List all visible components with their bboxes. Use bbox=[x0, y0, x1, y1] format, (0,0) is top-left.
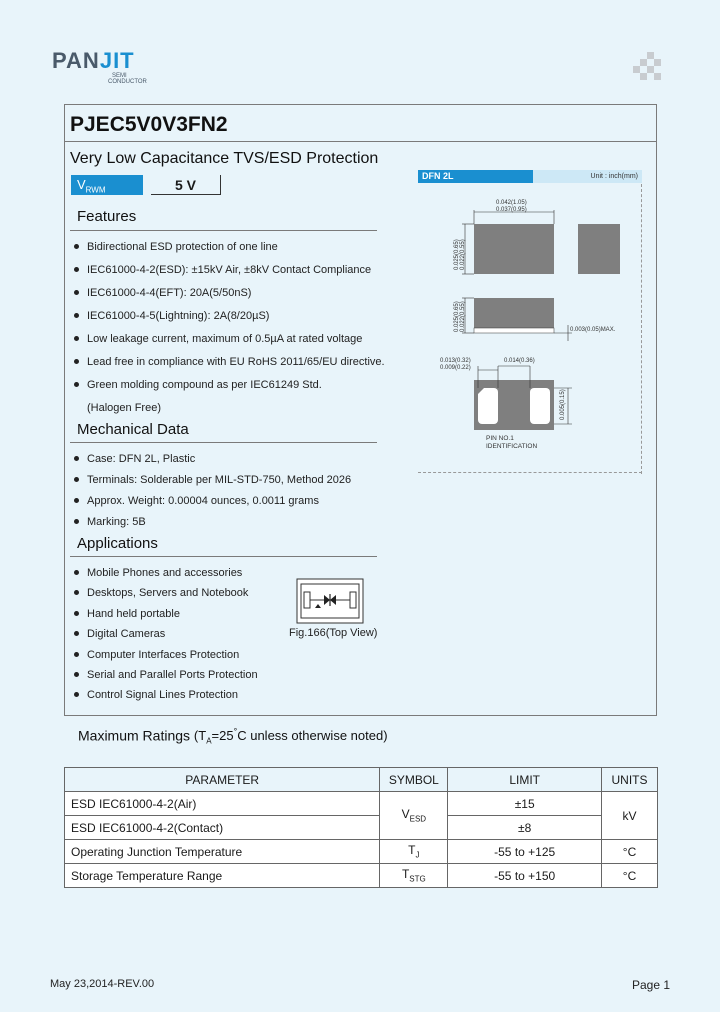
panjit-logo bbox=[52, 48, 172, 98]
dim-right: 0.005(0.15) bbox=[560, 389, 566, 420]
footer-page: Page 1 bbox=[632, 978, 671, 992]
list-item: IEC61000-4-4(EFT): 20A(5/50nS) bbox=[74, 286, 385, 309]
list-item: Approx. Weight: 0.00004 ounces, 0.0011 grams bbox=[74, 494, 351, 515]
table-row bbox=[65, 864, 658, 888]
tj-param: Operating Junction Temperature bbox=[65, 840, 380, 864]
list-item: Digital Cameras bbox=[74, 627, 258, 647]
list-item: Mobile Phones and accessories bbox=[74, 566, 258, 586]
dim-side-a: 0.025(0.65) bbox=[454, 301, 460, 332]
tj-symbol: $T_J$ bbox=[380, 840, 448, 864]
features-heading: Features bbox=[77, 208, 137, 225]
checker-pattern-icon bbox=[633, 52, 665, 82]
pin-label-1: PIN NO.1 bbox=[486, 435, 514, 442]
esd-limit-contact: ±8 bbox=[448, 816, 602, 840]
header-units: UNITS bbox=[602, 768, 658, 792]
esd-param-air: ESD IEC61000-4-2(Air) bbox=[65, 792, 380, 816]
applications-list bbox=[74, 566, 258, 709]
table-row bbox=[65, 792, 658, 816]
tstg-param: Storage Temperature Range bbox=[65, 864, 380, 888]
list-item: Bidirectional ESD protection of one line bbox=[74, 240, 385, 263]
list-item: Control Signal Lines Protection bbox=[74, 688, 258, 708]
tj-unit: °C bbox=[602, 840, 658, 864]
pin-label-2: IDENTIFICATION bbox=[486, 443, 538, 450]
title-divider bbox=[64, 141, 657, 142]
package-drawing bbox=[418, 184, 640, 470]
dim-side-b: 0.022(0.55) bbox=[460, 301, 466, 332]
list-item: Case: DFN 2L, Plastic bbox=[74, 452, 351, 473]
header-symbol: SYMBOL bbox=[380, 768, 448, 792]
list-item: Computer Interfaces Protection bbox=[74, 648, 258, 668]
ratings-heading: Maximum Ratings ($T_A=25^\circ C$ unless otherwise noted) bbox=[78, 727, 388, 746]
list-item: IEC61000-4-2(ESD): ±15kV Air, ±8kV Contact Compliance bbox=[74, 263, 385, 286]
package-name: DFN 2L bbox=[418, 170, 533, 183]
header-parameter: PARAMETER bbox=[65, 768, 380, 792]
subtitle: Very Low Capacitance TVS/ESD Protection bbox=[70, 150, 379, 167]
vrwm-label: $V_{RWM}$ bbox=[71, 175, 143, 195]
list-item: Desktops, Servers and Notebook bbox=[74, 586, 258, 606]
mechanical-heading: Mechanical Data bbox=[77, 421, 189, 438]
logo-pan: PAN bbox=[52, 48, 100, 73]
figure-caption: Fig.166(Top View) bbox=[289, 627, 378, 639]
table-header-row bbox=[65, 768, 658, 792]
table-row bbox=[65, 840, 658, 864]
footer-date: May 23,2014-REV.00 bbox=[50, 978, 155, 990]
list-item: Serial and Parallel Ports Protection bbox=[74, 668, 258, 688]
tj-limit: -55 to +125 bbox=[448, 840, 602, 864]
applications-divider bbox=[70, 556, 377, 557]
features-list bbox=[74, 240, 385, 419]
list-item: Lead free in compliance with EU RoHS 2011/65/EU directive. bbox=[74, 355, 385, 378]
esd-unit: kV bbox=[602, 792, 658, 840]
dim-top-a: 0.042(1.05) bbox=[496, 200, 527, 206]
dim-pitch: 0.014(0.36) bbox=[504, 358, 535, 364]
dim-left-a: 0.025(0.65) bbox=[454, 239, 460, 270]
dim-pad-b: 0.009(0.22) bbox=[440, 365, 471, 371]
top-view-figure bbox=[296, 578, 364, 624]
list-item: IEC61000-4-5(Lightning): 2A(8/20µS) bbox=[74, 309, 385, 332]
list-item: Low leakage current, maximum of 0.5µA at rated voltage bbox=[74, 332, 385, 355]
dim-top-b: 0.037(0.95) bbox=[496, 207, 527, 213]
list-item: Marking: 5B bbox=[74, 515, 351, 536]
ratings-table bbox=[64, 767, 658, 888]
halogen-note: (Halogen Free) bbox=[87, 402, 161, 414]
part-number-title: PJEC5V0V3FN2 bbox=[70, 113, 228, 136]
ratings-divider bbox=[64, 715, 657, 716]
esd-symbol: $V_{ESD}$ bbox=[380, 792, 448, 840]
list-item: Terminals: Solderable per MIL-STD-750, Method 2026 bbox=[74, 473, 351, 494]
dim-pad-a: 0.013(0.32) bbox=[440, 358, 471, 364]
tstg-symbol: $T_{STG}$ bbox=[380, 864, 448, 888]
package-header bbox=[418, 170, 642, 183]
logo-sub-1: SEMI bbox=[112, 73, 127, 79]
tstg-limit: -55 to +150 bbox=[448, 864, 602, 888]
features-divider bbox=[70, 230, 377, 231]
tstg-unit: °C bbox=[602, 864, 658, 888]
package-panel bbox=[418, 170, 642, 470]
logo-jit: JIT bbox=[99, 48, 135, 73]
mechanical-divider bbox=[70, 442, 377, 443]
list-item: Hand held portable bbox=[74, 607, 258, 627]
dim-left-b: 0.022(0.55) bbox=[460, 239, 466, 270]
header-limit: LIMIT bbox=[448, 768, 602, 792]
table-row bbox=[65, 816, 658, 840]
package-unit: Unit : inch(mm) bbox=[590, 173, 638, 180]
esd-param-contact: ESD IEC61000-4-2(Contact) bbox=[65, 816, 380, 840]
vrwm-value: 5 V bbox=[151, 175, 221, 195]
logo-sub-2: CONDUCTOR bbox=[108, 79, 147, 85]
applications-heading: Applications bbox=[77, 535, 158, 552]
dim-max: 0.003(0.05)MAX. bbox=[570, 327, 616, 333]
list-item: Green molding compound as per IEC61249 Std. bbox=[74, 378, 385, 401]
esd-limit-air: ±15 bbox=[448, 792, 602, 816]
mechanical-list bbox=[74, 452, 351, 536]
